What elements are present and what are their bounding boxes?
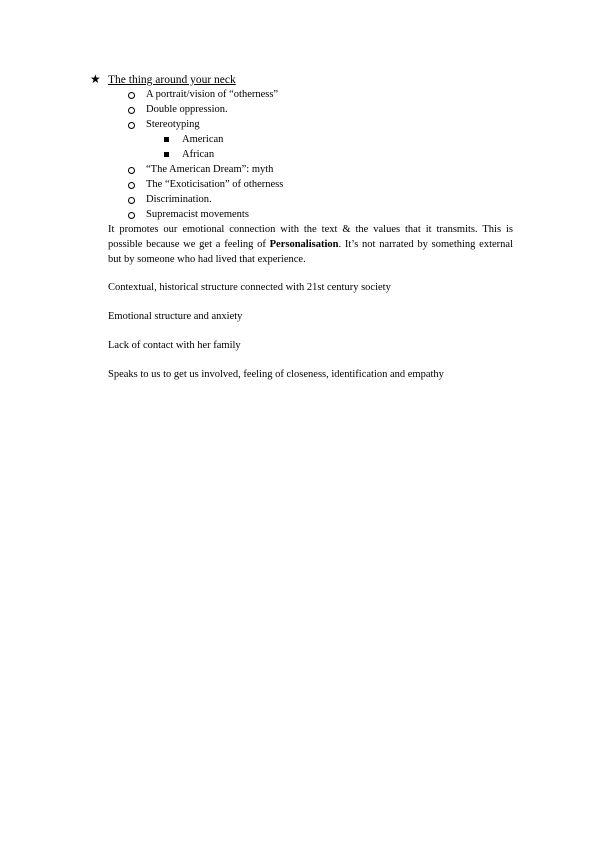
note-line: Speaks to us to get us involved, feeling of closeness, identification and empathy — [108, 369, 444, 380]
circle-bullet-icon — [128, 167, 135, 174]
note-line: Emotional structure and anxiety — [108, 311, 243, 322]
body-paragraph: It promotes our emotional connection with the text & the values that it transmits. This is possible because we get a feeling of Personalisation. It’s not narrated by something external but by someone who had lived that experience. — [108, 224, 513, 265]
circle-bullet-icon — [128, 122, 135, 129]
circle-bullet-icon — [128, 92, 135, 99]
note-line: Contextual, historical structure connected with 21st century society — [108, 282, 391, 293]
star-bullet-icon: ★ — [90, 72, 101, 86]
bold-term: Personalisation — [269, 239, 339, 250]
circle-bullet-icon — [128, 107, 135, 114]
circle-bullet-icon — [128, 197, 135, 204]
square-bullet-icon — [164, 137, 169, 142]
section-heading — [90, 72, 236, 88]
note-line: Lack of contact with her family — [108, 340, 241, 351]
circle-bullet-icon — [128, 212, 135, 219]
document-page: ★ The thing around your neck A portrait/vision of “otherness” Double oppression. Stereotyping American African “The American Dream”: myth The “Exoticisation” of otherness Discrimination. Supremacist movements It promotes our emotional connection with the text & the values that it transmits. This is possible because we get a feeling of Personalisation. It’s not narrated by something external but by someone who had lived that experience. Contextual, historical structure connected with 21st century society Emotional structure and anxiety Lack of contact with her family Speaks to us to get us involved, feeling of closeness, identification and empathy — [90, 72, 513, 380]
square-bullet-icon — [164, 152, 169, 157]
circle-bullet-icon — [128, 182, 135, 189]
heading-text: The thing around your neck — [108, 74, 236, 86]
